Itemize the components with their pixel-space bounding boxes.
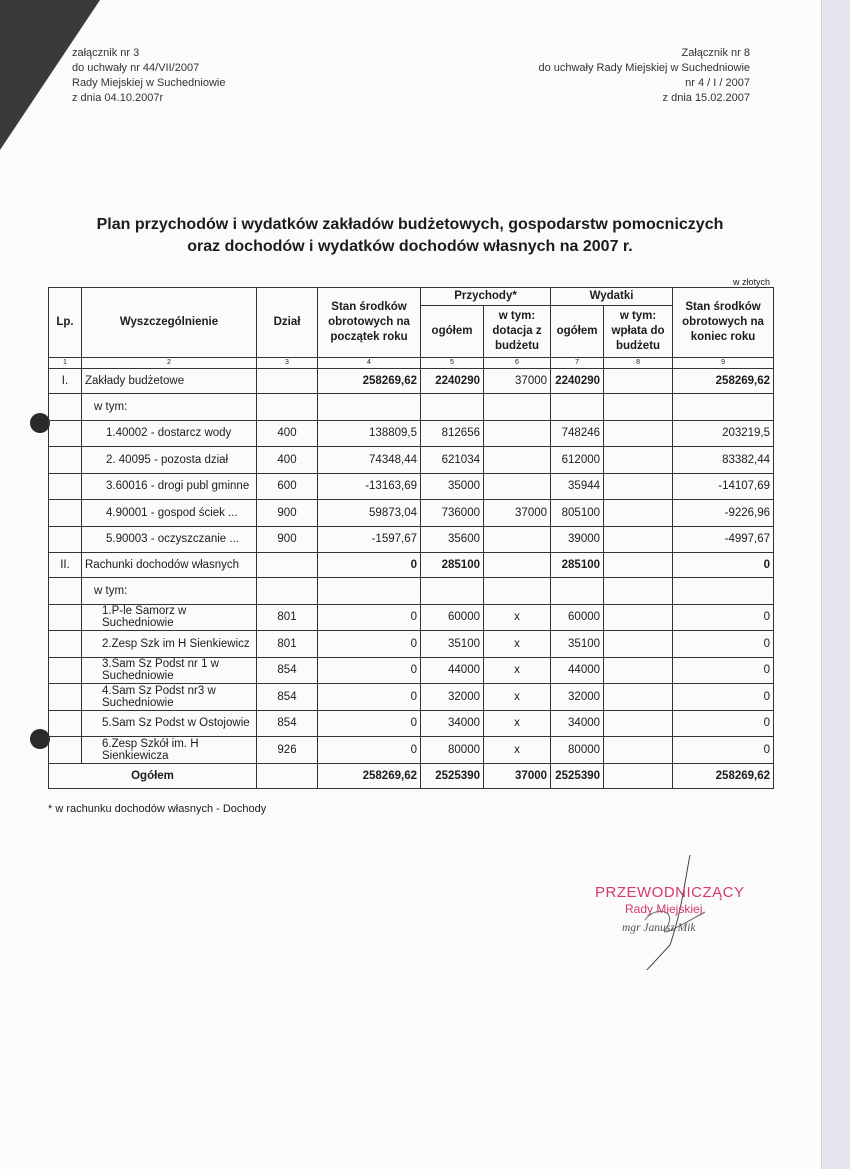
total-wplata (604, 763, 673, 788)
row-wplata (604, 657, 673, 684)
header-wydatki: Wydatki (551, 288, 673, 306)
row-stan-poczatek: -1597,67 (318, 526, 421, 553)
total-dotacja: 37000 (484, 763, 551, 788)
header-przychody-ogolem: ogółem (421, 306, 484, 358)
header-dotacja: w tym: dotacja z budżetu (484, 306, 551, 358)
row-wydatki: 80000 (551, 737, 604, 764)
row-wplata (604, 604, 673, 631)
row-przychody: 35000 (421, 473, 484, 500)
row-lp (49, 710, 82, 737)
row-name: 4.90001 - gospod ściek ... (82, 500, 257, 527)
ref-left-line: Rady Miejskiej w Suchedniowie (72, 77, 226, 89)
scan-edge (821, 0, 850, 1169)
row-lp (49, 684, 82, 711)
row-stan-poczatek: 138809,5 (318, 420, 421, 447)
row-wplata (604, 710, 673, 737)
col-number: 7 (551, 358, 604, 369)
row-dotacja: 37000 (484, 500, 551, 527)
row-stan-poczatek: -13163,69 (318, 473, 421, 500)
row-stan-poczatek: 59873,04 (318, 500, 421, 527)
row-dzial: 801 (257, 631, 318, 658)
row-name: Zakłady budżetowe (82, 369, 257, 394)
header-stan-koniec: Stan środków obrotowych na koniec roku (673, 288, 774, 358)
row-przychody: 35100 (421, 631, 484, 658)
row-dzial: 854 (257, 684, 318, 711)
row-lp (49, 394, 82, 421)
footnote: * w rachunku dochodów własnych - Dochody (48, 803, 267, 815)
signature-stamp (590, 850, 760, 970)
row-dotacja: x (484, 631, 551, 658)
row-dotacja (484, 526, 551, 553)
row-lp: I. (49, 369, 82, 394)
row-lp (49, 657, 82, 684)
row-name: 1.40002 - dostarcz wody (82, 420, 257, 447)
row-przychody (421, 394, 484, 421)
row-stan-poczatek: 0 (318, 710, 421, 737)
row-dotacja: 37000 (484, 369, 551, 394)
row-stan-poczatek: 74348,44 (318, 447, 421, 474)
row-wplata (604, 737, 673, 764)
header-stan-poczatek: Stan środków obrotowych na początek roku (318, 288, 421, 358)
row-stan-poczatek: 0 (318, 737, 421, 764)
row-wplata (604, 526, 673, 553)
row-stan-poczatek (318, 394, 421, 421)
col-number: 4 (318, 358, 421, 369)
row-wydatki: 44000 (551, 657, 604, 684)
row-stan-poczatek: 0 (318, 657, 421, 684)
row-stan-koniec: 203219,5 (673, 420, 774, 447)
row-wydatki: 34000 (551, 710, 604, 737)
row-przychody: 285100 (421, 553, 484, 578)
row-dotacja (484, 578, 551, 605)
row-dzial: 926 (257, 737, 318, 764)
total-row (49, 763, 774, 788)
row-name: 5.Sam Sz Podst w Ostojowie (82, 710, 257, 737)
total-stan-koniec: 258269,62 (673, 763, 774, 788)
row-name: Rachunki dochodów własnych (82, 553, 257, 578)
header-name: Wyszczególnienie (82, 288, 257, 358)
table-row (49, 657, 774, 684)
row-lp (49, 420, 82, 447)
row-dotacja (484, 553, 551, 578)
row-lp (49, 473, 82, 500)
row-dotacja (484, 394, 551, 421)
row-dzial (257, 553, 318, 578)
budget-table (48, 287, 774, 789)
signature-subtitle: Rady Miejskiej (625, 902, 703, 916)
row-dzial (257, 369, 318, 394)
row-stan-koniec: 83382,44 (673, 447, 774, 474)
ref-right-line: do uchwały Rady Miejskiej w Suchedniowie (538, 62, 750, 74)
row-wplata (604, 500, 673, 527)
header-przychody: Przychody* (421, 288, 551, 306)
row-dzial: 400 (257, 447, 318, 474)
row-stan-koniec: 0 (673, 710, 774, 737)
ref-left-line: z dnia 04.10.2007r (72, 92, 164, 104)
total-wydatki: 2525390 (551, 763, 604, 788)
row-dzial: 600 (257, 473, 318, 500)
ref-left-line: do uchwały nr 44/VII/2007 (72, 62, 200, 74)
row-przychody: 2240290 (421, 369, 484, 394)
row-stan-poczatek: 0 (318, 604, 421, 631)
row-wydatki: 805100 (551, 500, 604, 527)
table-row (49, 710, 774, 737)
table-row (49, 473, 774, 500)
total-stan-poczatek: 258269,62 (318, 763, 421, 788)
row-wydatki: 2240290 (551, 369, 604, 394)
table-row (49, 604, 774, 631)
row-wydatki: 32000 (551, 684, 604, 711)
header-lp: Lp. (49, 288, 82, 358)
row-wplata (604, 631, 673, 658)
row-przychody: 32000 (421, 684, 484, 711)
col-number: 8 (604, 358, 673, 369)
row-lp (49, 604, 82, 631)
row-stan-poczatek: 258269,62 (318, 369, 421, 394)
row-wydatki: 39000 (551, 526, 604, 553)
row-wplata (604, 578, 673, 605)
punch-hole-top (30, 413, 50, 433)
row-wydatki (551, 578, 604, 605)
row-przychody: 44000 (421, 657, 484, 684)
row-stan-koniec (673, 394, 774, 421)
row-lp: II. (49, 553, 82, 578)
signature-name: mgr Janusz Mik (622, 922, 696, 934)
row-wplata (604, 684, 673, 711)
row-lp (49, 737, 82, 764)
row-name: 1.P-le Samorz w Suchedniowie (82, 604, 257, 631)
row-dotacja (484, 447, 551, 474)
col-number: 2 (82, 358, 257, 369)
title-line-1: Plan przychodów i wydatków zakładów budżetowych, gospodarstw pomocniczych (96, 216, 724, 233)
signature-title: PRZEWODNICZĄCY (595, 884, 745, 901)
table-row (49, 369, 774, 394)
row-name: w tym: (82, 394, 257, 421)
row-stan-koniec: 0 (673, 684, 774, 711)
row-dotacja (484, 420, 551, 447)
row-dzial: 400 (257, 420, 318, 447)
row-przychody: 35600 (421, 526, 484, 553)
row-stan-koniec: 258269,62 (673, 369, 774, 394)
row-name: 4.Sam Sz Podst nr3 w Suchedniowie (82, 684, 257, 711)
row-dzial (257, 578, 318, 605)
col-number: 3 (257, 358, 318, 369)
row-name: 2.Zesp Szk im H Sienkiewicz (82, 631, 257, 658)
row-dotacja (484, 473, 551, 500)
row-wplata (604, 553, 673, 578)
table-row (49, 420, 774, 447)
row-stan-poczatek (318, 578, 421, 605)
row-przychody (421, 578, 484, 605)
row-przychody: 812656 (421, 420, 484, 447)
row-name: 3.60016 - drogi publ gminne (82, 473, 257, 500)
table-row (49, 631, 774, 658)
row-stan-koniec: 0 (673, 631, 774, 658)
row-przychody: 60000 (421, 604, 484, 631)
table-row (49, 737, 774, 764)
header-wydatki-ogolem: ogółem (551, 306, 604, 358)
row-wydatki: 285100 (551, 553, 604, 578)
row-przychody: 80000 (421, 737, 484, 764)
row-dzial: 900 (257, 500, 318, 527)
header-wplata: w tym: wpłata do budżetu (604, 306, 673, 358)
table-row (49, 394, 774, 421)
row-lp (49, 447, 82, 474)
row-wplata (604, 369, 673, 394)
row-przychody: 621034 (421, 447, 484, 474)
document-title (0, 214, 820, 258)
col-number: 1 (49, 358, 82, 369)
table-body (49, 369, 774, 764)
row-dotacja: x (484, 604, 551, 631)
table-row (49, 578, 774, 605)
reference-right (538, 46, 750, 106)
ref-left-line: załącznik nr 3 (72, 47, 140, 59)
reference-left (72, 46, 225, 106)
col-number: 5 (421, 358, 484, 369)
row-wydatki: 60000 (551, 604, 604, 631)
row-stan-koniec: -14107,69 (673, 473, 774, 500)
table-row (49, 447, 774, 474)
row-stan-poczatek: 0 (318, 553, 421, 578)
row-stan-koniec: 0 (673, 657, 774, 684)
total-przychody: 2525390 (421, 763, 484, 788)
col-number: 9 (673, 358, 774, 369)
row-stan-koniec: -9226,96 (673, 500, 774, 527)
punch-hole-bottom (30, 729, 50, 749)
row-dotacja: x (484, 710, 551, 737)
row-name: 2. 40095 - pozosta dział (82, 447, 257, 474)
row-dzial: 854 (257, 657, 318, 684)
header-dzial: Dział (257, 288, 318, 358)
row-stan-koniec (673, 578, 774, 605)
row-stan-koniec: 0 (673, 737, 774, 764)
row-wydatki: 35100 (551, 631, 604, 658)
ref-right-line: nr 4 / I / 2007 (685, 77, 750, 89)
row-stan-koniec: 0 (673, 604, 774, 631)
row-przychody: 736000 (421, 500, 484, 527)
row-name: 5.90003 - oczyszczanie ... (82, 526, 257, 553)
col-number: 6 (484, 358, 551, 369)
unit-label: w złotych (732, 277, 770, 287)
table-row (49, 684, 774, 711)
table-row (49, 500, 774, 527)
row-dotacja: x (484, 737, 551, 764)
row-wydatki: 35944 (551, 473, 604, 500)
row-dzial (257, 394, 318, 421)
row-lp (49, 526, 82, 553)
row-dzial: 900 (257, 526, 318, 553)
ref-right-line: z dnia 15.02.2007 (662, 92, 750, 104)
table-row (49, 553, 774, 578)
row-wydatki (551, 394, 604, 421)
row-wydatki: 748246 (551, 420, 604, 447)
table-row (49, 526, 774, 553)
row-dotacja: x (484, 657, 551, 684)
total-dzial (257, 763, 318, 788)
row-lp (49, 500, 82, 527)
title-line-2: oraz dochodów i wydatków dochodów własnych na 2007 r. (187, 238, 633, 255)
row-wplata (604, 473, 673, 500)
ref-right-line: Załącznik nr 8 (681, 47, 750, 59)
row-dzial: 801 (257, 604, 318, 631)
row-name: w tym: (82, 578, 257, 605)
row-stan-koniec: -4997,67 (673, 526, 774, 553)
row-name: 6.Zesp Szkół im. H Sienkiewicza (82, 737, 257, 764)
row-dotacja: x (484, 684, 551, 711)
row-lp (49, 631, 82, 658)
row-stan-poczatek: 0 (318, 631, 421, 658)
row-stan-poczatek: 0 (318, 684, 421, 711)
row-lp (49, 578, 82, 605)
row-wplata (604, 394, 673, 421)
row-przychody: 34000 (421, 710, 484, 737)
row-wplata (604, 420, 673, 447)
row-stan-koniec: 0 (673, 553, 774, 578)
row-dzial: 854 (257, 710, 318, 737)
row-wydatki: 612000 (551, 447, 604, 474)
total-label: Ogółem (49, 763, 257, 788)
row-wplata (604, 447, 673, 474)
row-name: 3.Sam Sz Podst nr 1 w Suchedniowie (82, 657, 257, 684)
